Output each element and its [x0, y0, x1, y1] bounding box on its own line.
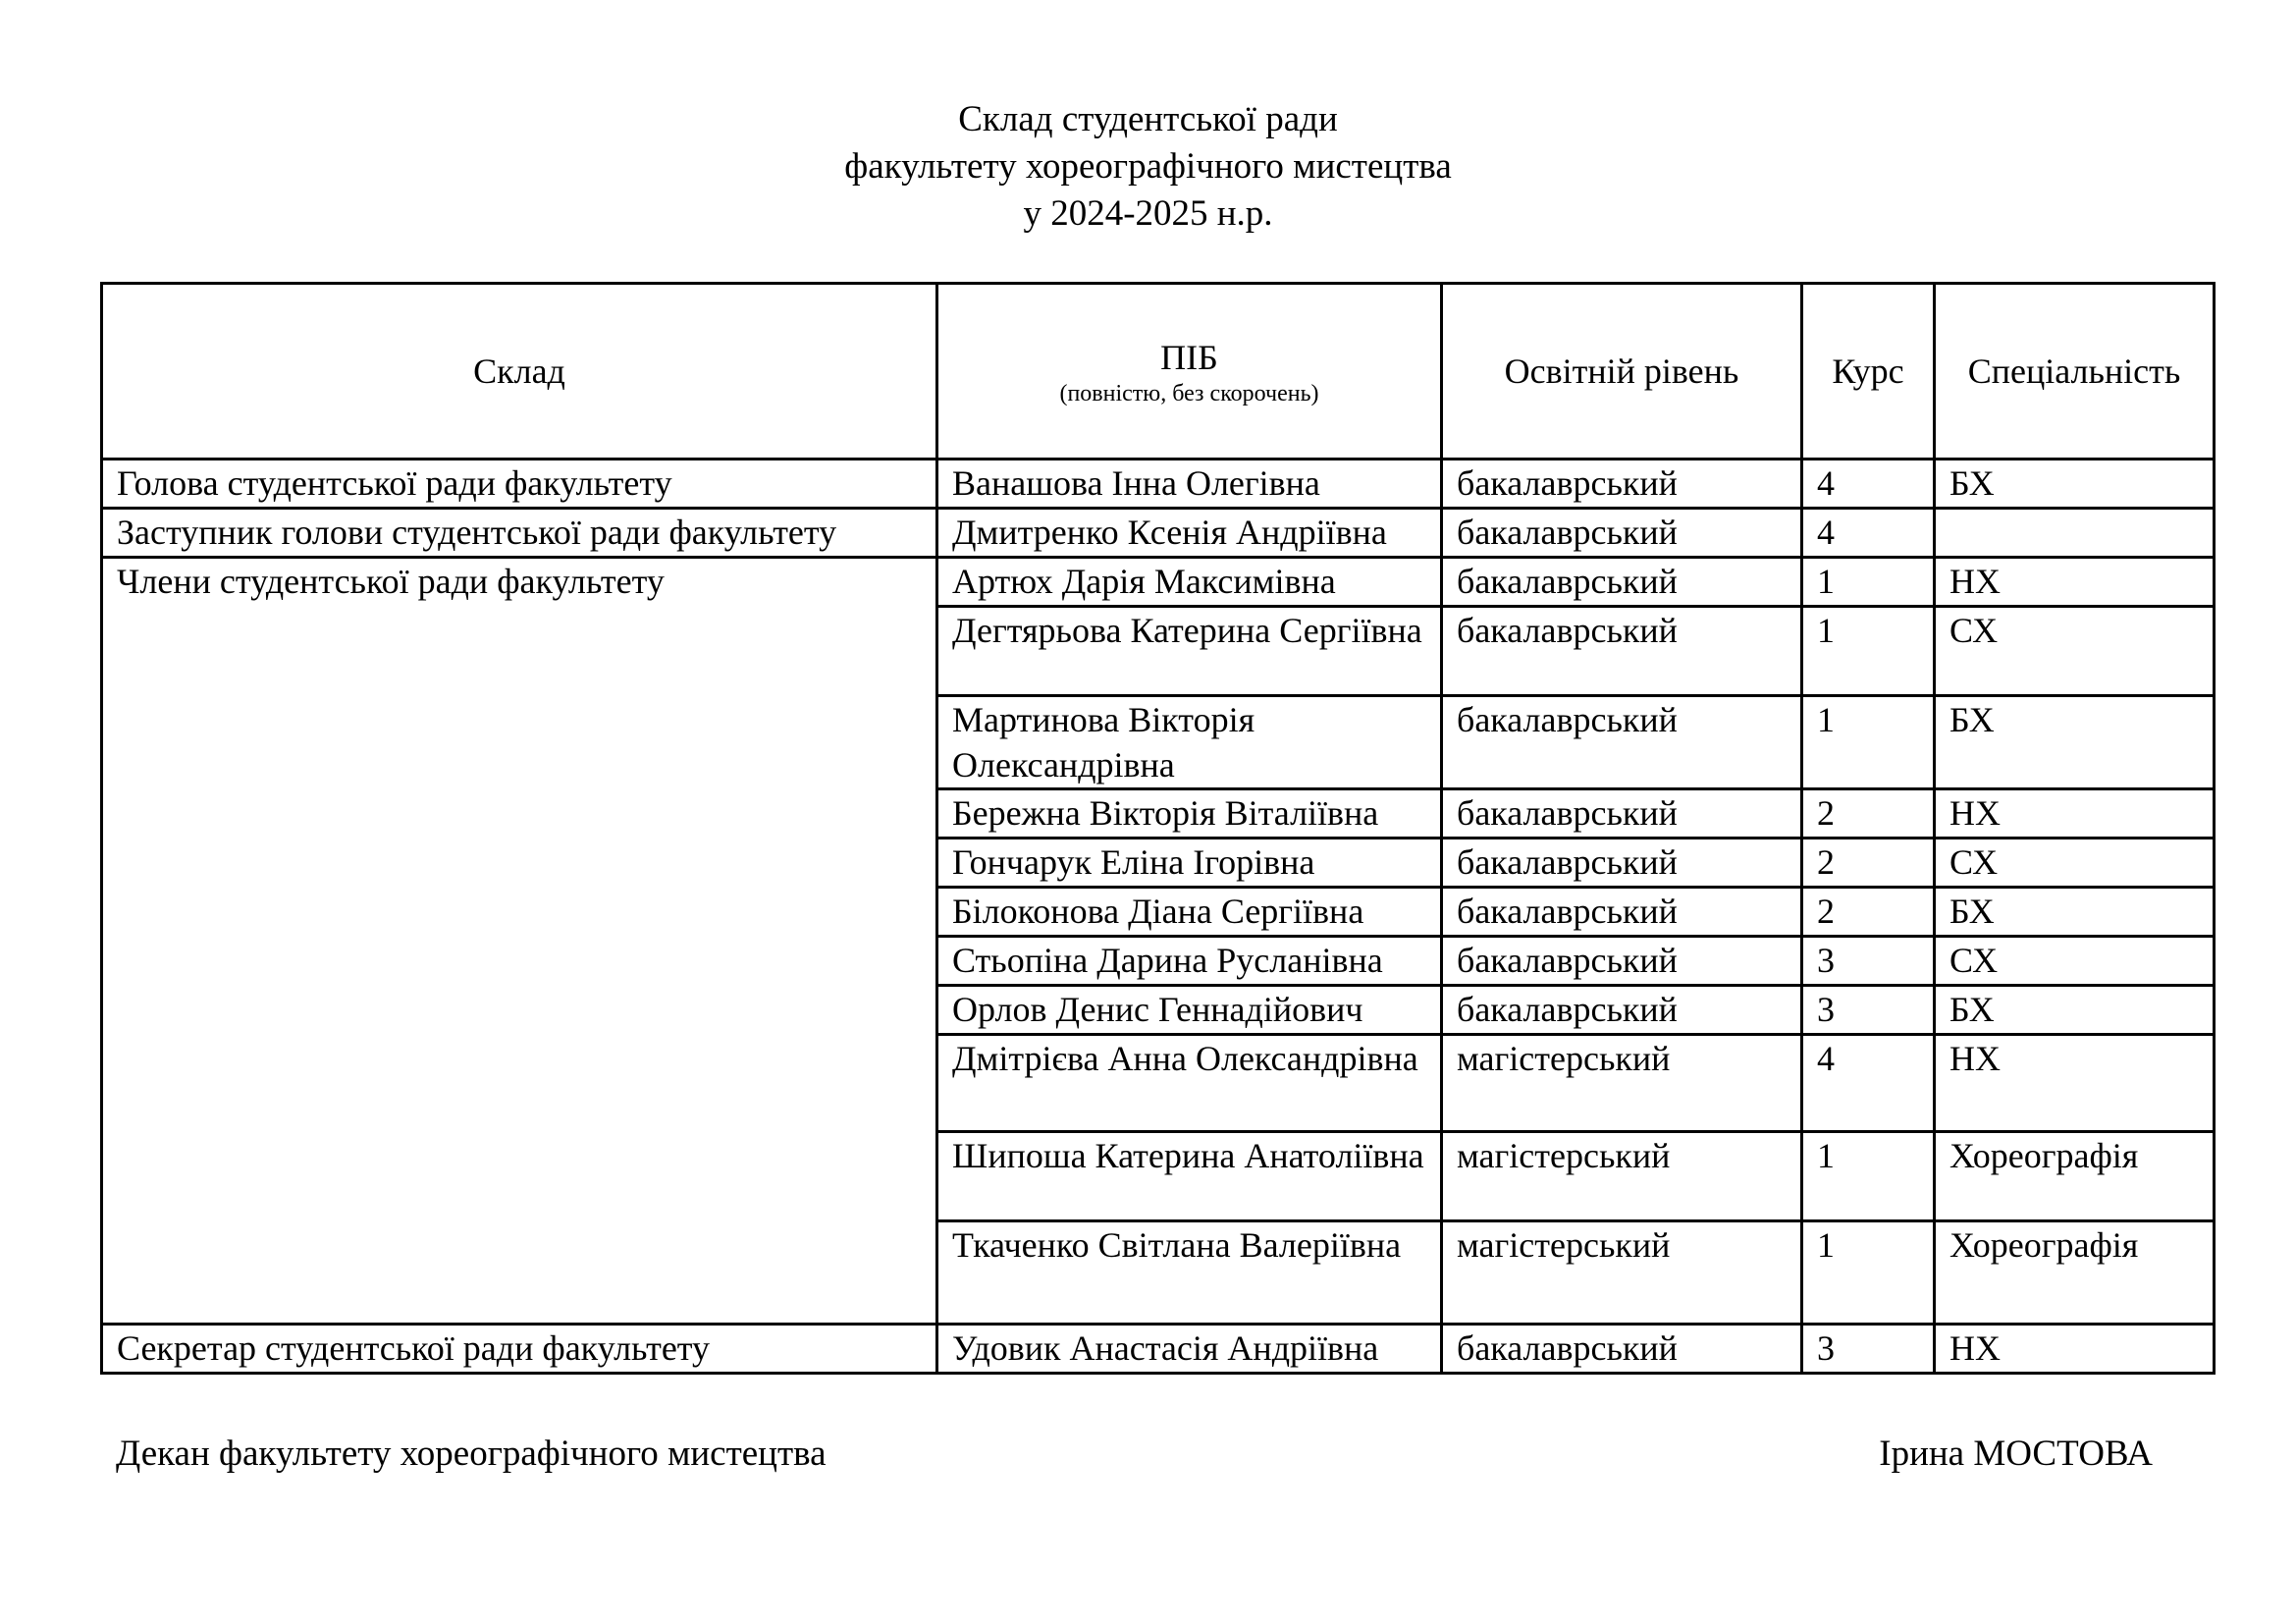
specialty-cell: БХ: [1935, 696, 2215, 789]
year-cell: 2: [1802, 888, 1935, 937]
header-name: [937, 284, 1442, 460]
level-cell: магістерський: [1442, 1221, 1802, 1325]
table-row: [102, 509, 2215, 558]
name-cell: Стьопіна Дарина Русланівна: [937, 937, 1442, 986]
level-cell: магістерський: [1442, 1035, 1802, 1132]
level-cell: бакалаврський: [1442, 509, 1802, 558]
year-cell: 3: [1802, 986, 1935, 1035]
specialty-cell: СХ: [1935, 937, 2215, 986]
level-cell: бакалаврський: [1442, 558, 1802, 607]
year-cell: 4: [1802, 460, 1935, 509]
year-cell: 4: [1802, 1035, 1935, 1132]
specialty-cell: БХ: [1935, 888, 2215, 937]
year-cell: 1: [1802, 558, 1935, 607]
dean-name: Ірина МОСТОВА: [1879, 1434, 2153, 1474]
level-cell: бакалаврський: [1442, 696, 1802, 789]
specialty-cell: Хореографія: [1935, 1132, 2215, 1221]
name-cell: Гончарук Еліна Ігорівна: [937, 839, 1442, 888]
level-cell: бакалаврський: [1442, 839, 1802, 888]
level-cell: бакалаврський: [1442, 460, 1802, 509]
specialty-cell: НХ: [1935, 1325, 2215, 1374]
specialty-cell: НХ: [1935, 789, 2215, 839]
title-line-3: у 2024-2025 н.р.: [1023, 193, 1273, 234]
level-cell: бакалаврський: [1442, 888, 1802, 937]
year-cell: 3: [1802, 1325, 1935, 1374]
table-header-row: [102, 284, 2215, 460]
name-cell: Білоконова Діана Сергіївна: [937, 888, 1442, 937]
year-cell: 1: [1802, 696, 1935, 789]
year-cell: 2: [1802, 789, 1935, 839]
year-cell: 4: [1802, 509, 1935, 558]
name-cell: Шипоша Катерина Анатоліївна: [937, 1132, 1442, 1221]
header-name-note: (повністю, без скорочень): [1059, 381, 1319, 406]
level-cell: бакалаврський: [1442, 789, 1802, 839]
header-level: Освітній рівень: [1442, 284, 1802, 460]
title-line-2: факультету хореографічного мистецтва: [844, 146, 1452, 187]
level-cell: бакалаврський: [1442, 937, 1802, 986]
name-cell: Ванашова Інна Олегівна: [937, 460, 1442, 509]
name-cell: Ткаченко Світлана Валеріївна: [937, 1221, 1442, 1325]
level-cell: магістерський: [1442, 1132, 1802, 1221]
name-cell: Дмитренко Ксенія Андріївна: [937, 509, 1442, 558]
specialty-cell: СХ: [1935, 607, 2215, 696]
role-cell: Заступник голови студентської ради факультету: [102, 509, 937, 558]
year-cell: 3: [1802, 937, 1935, 986]
name-cell: Мартинова Вікторія Олександрівна: [937, 696, 1442, 789]
table-row: [102, 558, 2215, 607]
header-role: Склад: [102, 284, 937, 460]
name-cell: Бережна Вікторія Віталіївна: [937, 789, 1442, 839]
specialty-cell: [1935, 509, 2215, 558]
name-cell: Удовик Анастасія Андріївна: [937, 1325, 1442, 1374]
year-cell: 2: [1802, 839, 1935, 888]
year-cell: 1: [1802, 1132, 1935, 1221]
dean-position: Декан факультету хореографічного мистецтва: [116, 1434, 827, 1474]
header-name-label: ПІБ: [1160, 338, 1218, 377]
year-cell: 1: [1802, 1221, 1935, 1325]
year-cell: 1: [1802, 607, 1935, 696]
specialty-cell: БХ: [1935, 986, 2215, 1035]
specialty-cell: НХ: [1935, 1035, 2215, 1132]
role-cell-members: Члени студентської ради факультету: [102, 558, 937, 1325]
name-cell: Дмітрієва Анна Олександрівна: [937, 1035, 1442, 1132]
name-cell: Орлов Денис Геннадійович: [937, 986, 1442, 1035]
level-cell: бакалаврський: [1442, 1325, 1802, 1374]
name-cell: Дегтярьова Катерина Сергіївна: [937, 607, 1442, 696]
role-cell: Голова студентської ради факультету: [102, 460, 937, 509]
table-row: [102, 1325, 2215, 1374]
header-year: Курс: [1802, 284, 1935, 460]
specialty-cell: БХ: [1935, 460, 2215, 509]
specialty-cell: Хореографія: [1935, 1221, 2215, 1325]
council-table: [100, 282, 2216, 1375]
level-cell: бакалаврський: [1442, 607, 1802, 696]
specialty-cell: НХ: [1935, 558, 2215, 607]
document-title: [0, 96, 2296, 238]
header-specialty: Спеціальність: [1935, 284, 2215, 460]
name-cell: Артюх Дарія Максимівна: [937, 558, 1442, 607]
title-line-1: Склад студентської ради: [958, 99, 1338, 139]
level-cell: бакалаврський: [1442, 986, 1802, 1035]
table-row: [102, 460, 2215, 509]
role-cell: Секретар студентської ради факультету: [102, 1325, 937, 1374]
specialty-cell: СХ: [1935, 839, 2215, 888]
